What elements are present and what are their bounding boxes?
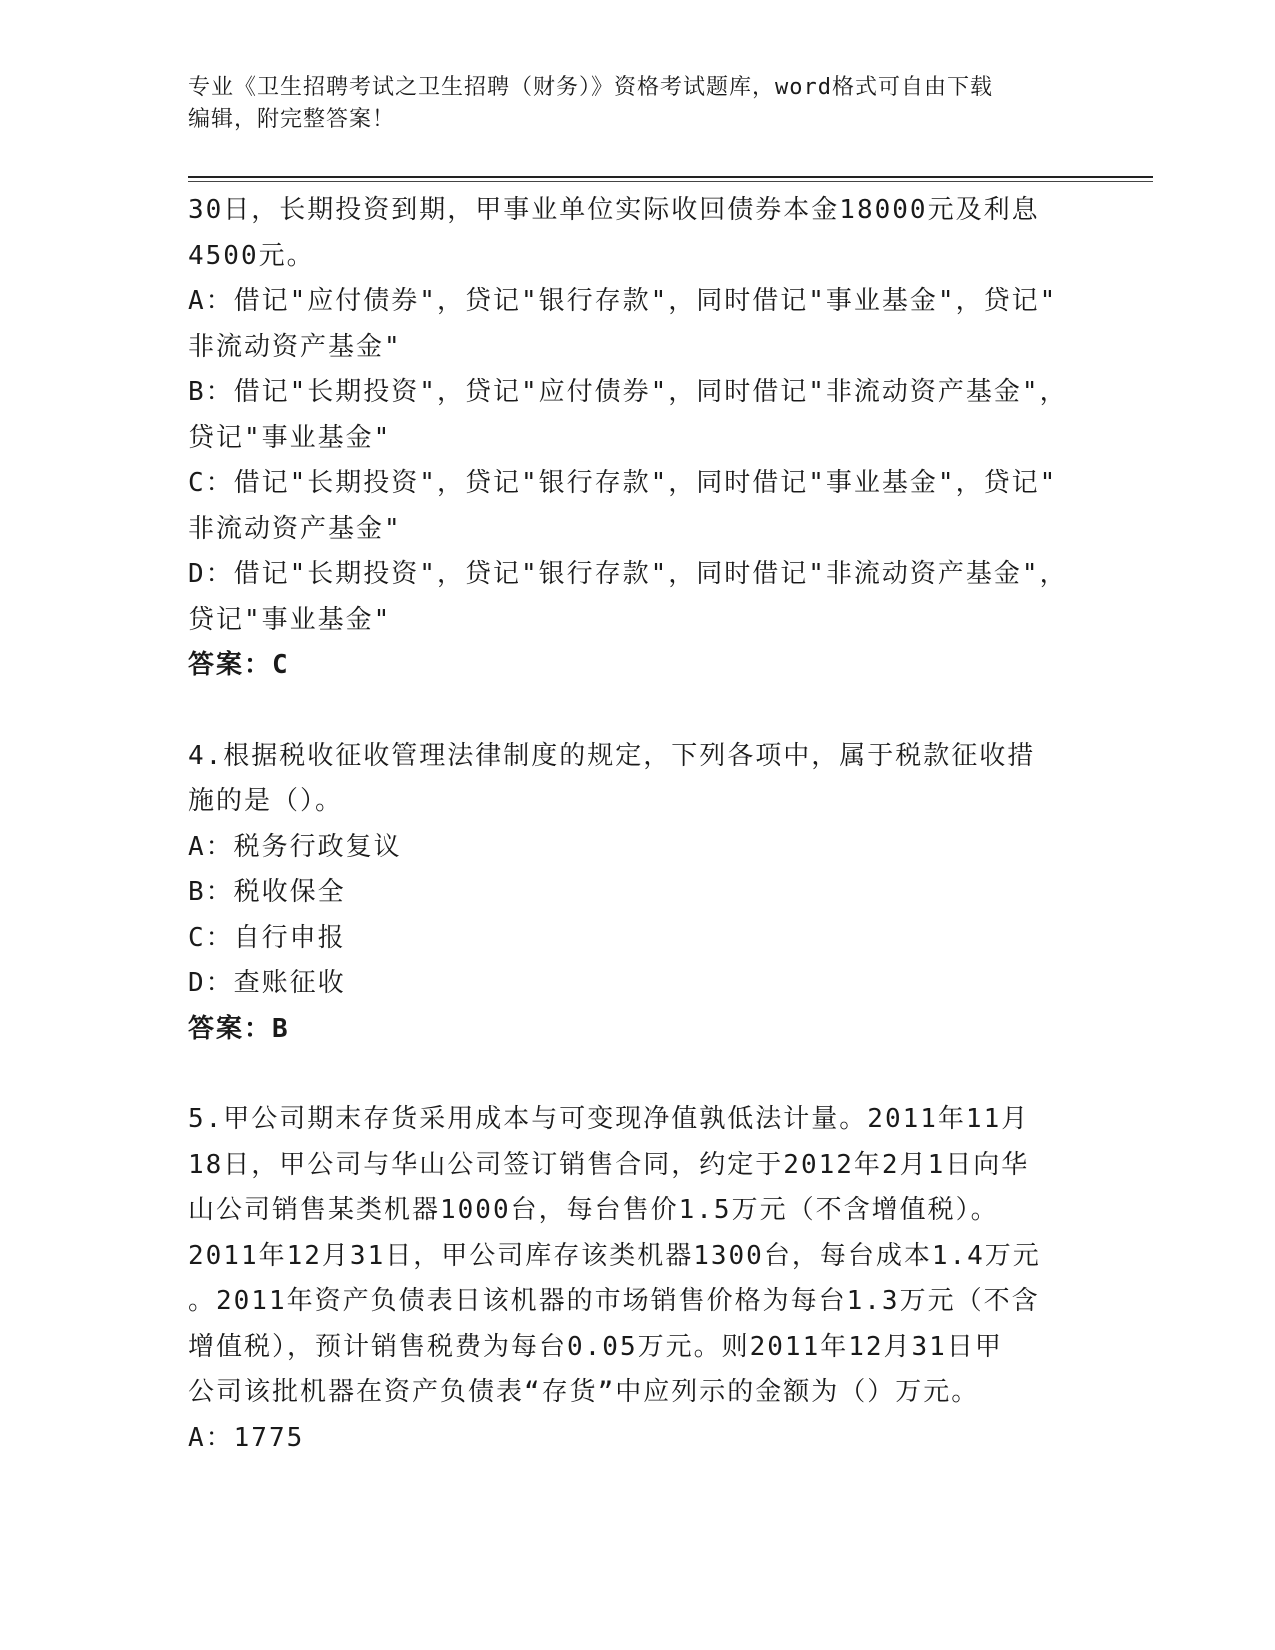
- header-line-1: 专业《卫生招聘考试之卫生招聘（财务）》资格考试题库，word格式可自由下载: [188, 75, 993, 100]
- question-4-option-c: C：自行申报: [188, 922, 346, 953]
- question-3-stem-line: 30日，长期投资到期，甲事业单位实际收回债券本金18000元及利息: [188, 195, 1040, 225]
- question-5-stem-line: 公司该批机器在资产负债表“存货”中应列示的金额为（）万元。: [188, 1377, 980, 1407]
- question-3-answer: 答案：C: [188, 650, 290, 680]
- question-5-stem-line: 。2011年资产负债表日该机器的市场销售价格为每台1.3万元（不含: [188, 1286, 1040, 1316]
- option-line: B：借记"长期投资"，贷记"应付债券"，同时借记"非流动资产基金"，: [188, 377, 1068, 407]
- option-line: D：借记"长期投资"，贷记"银行存款"，同时借记"非流动资产基金"，: [188, 559, 1068, 589]
- question-5: [188, 1097, 1088, 1461]
- question-5-stem-line: 2011年12月31日，甲公司库存该类机器1300台，每台成本1.4万元: [188, 1240, 1041, 1271]
- page-header: [188, 72, 1088, 136]
- option-line: 非流动资产基金": [188, 513, 402, 544]
- question-3-option-a: [188, 279, 1088, 370]
- question-4: [188, 734, 1088, 1053]
- question-4-option-d: D：查账征收: [188, 968, 346, 998]
- question-4-stem-line: 4.根据税收征收管理法律制度的规定，下列各项中，属于税款征收措: [188, 740, 1036, 771]
- option-line: 贷记"事业基金": [188, 604, 392, 635]
- question-5-stem-line: 山公司销售某类机器1000台，每台售价1.5万元（不含增值税）。: [188, 1195, 999, 1225]
- question-3-stem-line: 4500元。: [188, 240, 315, 271]
- question-5-stem-line: 18日，甲公司与华山公司签订销售合同，约定于2012年2月1日向华: [188, 1149, 1030, 1180]
- header-line-2: 编辑，附完整答案！: [188, 107, 396, 132]
- question-spacer: [188, 1052, 1088, 1097]
- option-line: C：借记"长期投资"，贷记"银行存款"，同时借记"事业基金"，贷记": [188, 468, 1058, 498]
- question-spacer: [188, 689, 1088, 734]
- question-3-option-c: [188, 461, 1088, 552]
- question-4-stem-line: 施的是（）。: [188, 786, 344, 816]
- question-5-stem-line: 5.甲公司期末存货采用成本与可变现净值孰低法计量。2011年11月: [188, 1104, 1030, 1134]
- question-3-option-d: [188, 552, 1088, 643]
- option-line: 非流动资产基金": [188, 331, 402, 362]
- question-5-option-a: A：1775: [188, 1422, 305, 1453]
- option-line: A：借记"应付债券"，贷记"银行存款"，同时借记"事业基金"，贷记": [188, 286, 1058, 316]
- question-4-option-b: B：税收保全: [188, 877, 346, 907]
- question-4-option-a: A：税务行政复议: [188, 831, 402, 862]
- option-line: 贷记"事业基金": [188, 422, 392, 453]
- header-rule-thin: [188, 181, 1153, 182]
- question-3-option-b: [188, 370, 1088, 461]
- question-3: [188, 188, 1088, 689]
- question-4-answer: 答案：B: [188, 1013, 290, 1044]
- question-content: [188, 188, 1088, 1461]
- question-5-stem-line: 增值税），预计销售税费为每台0.05万元。则2011年12月31日甲: [188, 1331, 1003, 1362]
- header-rule-thick: [188, 176, 1153, 178]
